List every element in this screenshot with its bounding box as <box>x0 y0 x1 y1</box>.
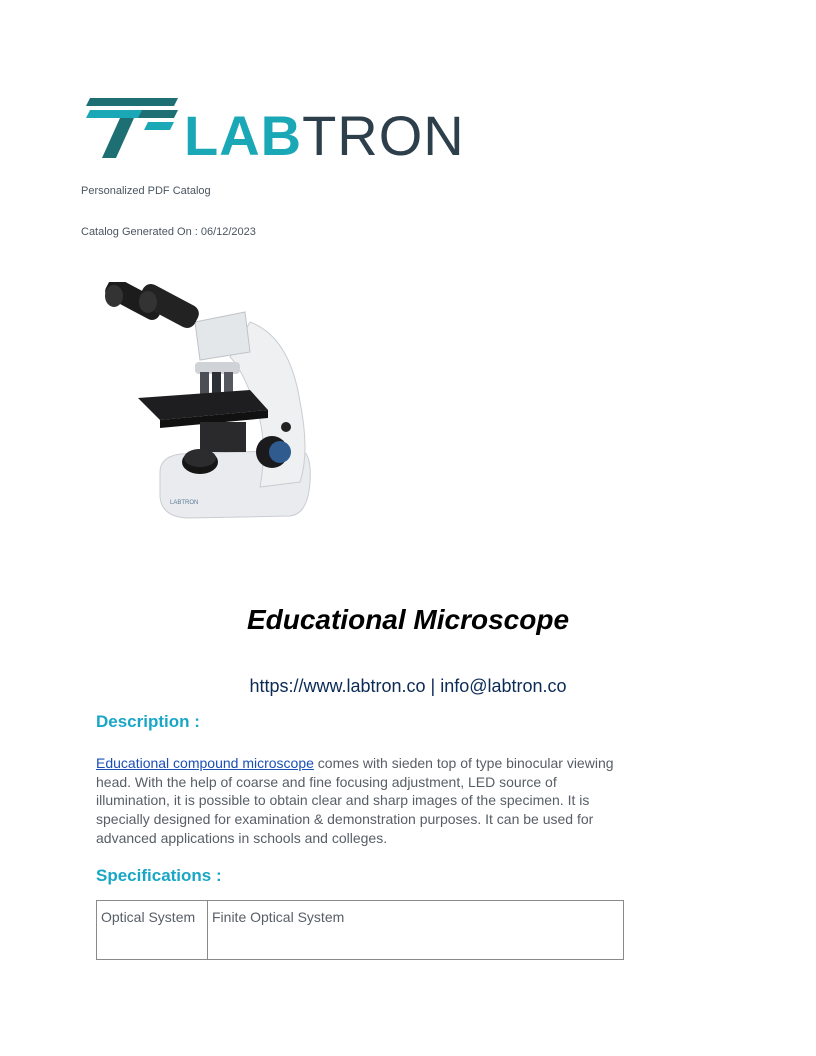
specifications-table <box>96 900 624 960</box>
contact-line[interactable]: https://www.labtron.co | info@labtron.co <box>249 676 567 696</box>
description-heading: Description : <box>96 712 200 731</box>
description-text <box>96 754 626 848</box>
microscope-image <box>100 282 320 522</box>
logo-wordmark <box>184 104 465 167</box>
product-title: Educational Microscope <box>246 604 570 635</box>
description-body: comes with sieden top of type binocular viewing head. With the help of coarse and fine focusing adjustment, LED source of illumination, it is possible to obtain clear and sharp images of the specimen. It is specially designed for examination & demonstration purposes. It can be used for advanced applications in schools and colleges. <box>96 755 614 846</box>
spec-key: Optical System <box>97 901 208 960</box>
logo-lab-text: LAB <box>184 104 303 167</box>
catalog-label: Personalized PDF Catalog <box>81 185 211 197</box>
specifications-heading: Specifications : <box>96 866 222 885</box>
logo-tron-text: TRON <box>302 104 465 167</box>
product-link[interactable]: Educational compound microscope <box>96 755 314 771</box>
spec-value: Finite Optical System <box>208 901 624 960</box>
catalog-generated-date: Catalog Generated On : 06/12/2023 <box>81 226 256 238</box>
svg-text:LABTRON: LABTRON <box>170 500 199 506</box>
table-row <box>97 901 624 960</box>
